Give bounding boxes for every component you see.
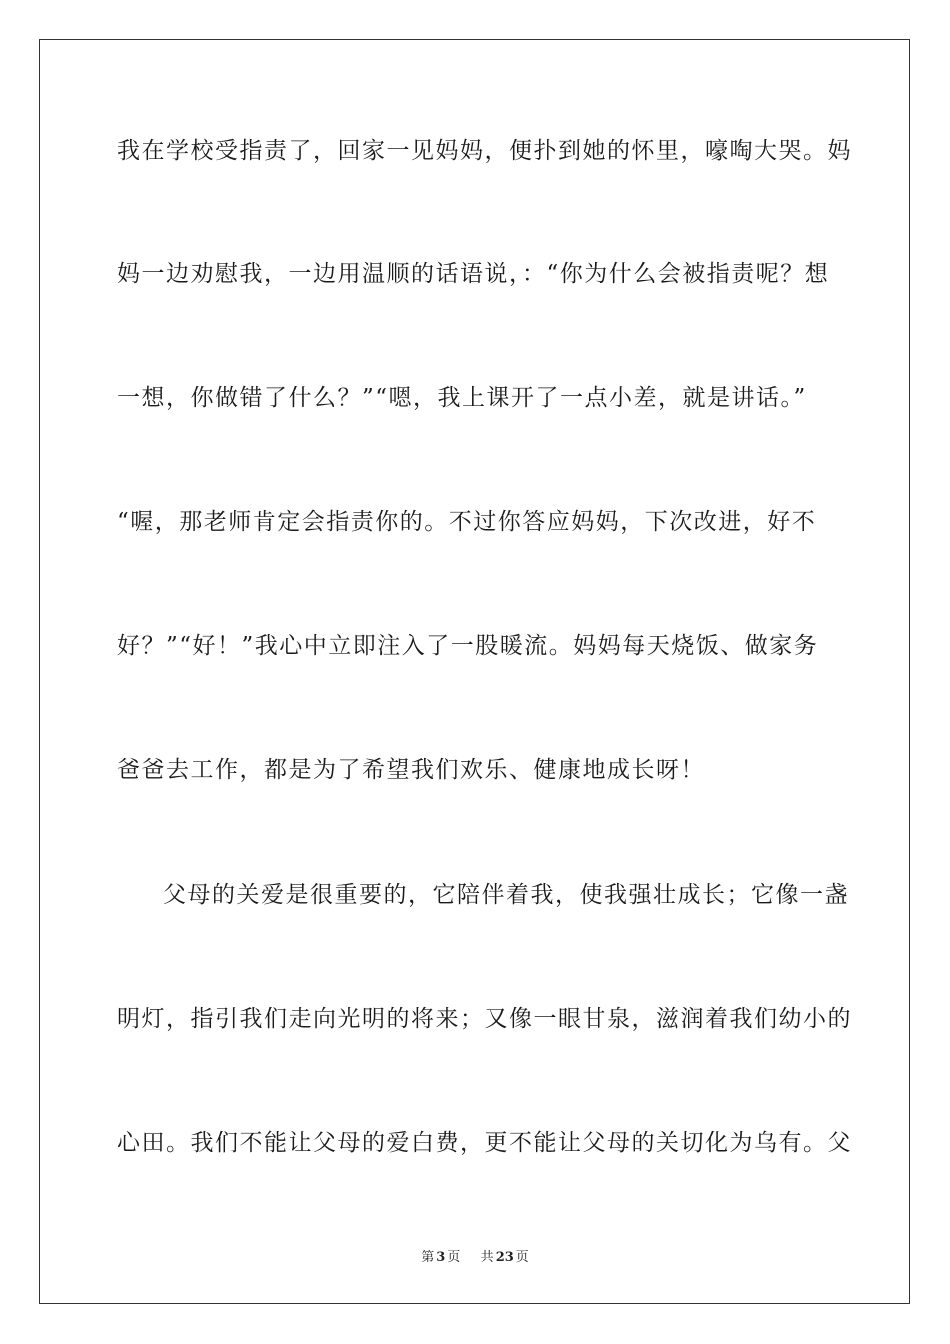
text-line-7: 父母的关爱是很重要的，它陪伴着我，使我强壮成长；它像一盏 — [163, 882, 849, 908]
text-line-5: 好？”“好！”我心中立即注入了一股暖流。妈妈每天烧饭、做家务 — [117, 633, 819, 659]
text-line-8: 明灯，指引我们走向光明的将来；又像一眼甘泉，滋润着我们幼小的 — [117, 1006, 852, 1032]
total-pages-indicator: 共 23 页 — [480, 1250, 529, 1265]
text-line-6: 爸爸去工作，都是为了希望我们欢乐、健康地成长呀！ — [117, 757, 705, 783]
page-frame — [39, 39, 910, 1304]
page-footer — [0, 1246, 950, 1265]
page-indicator: 第 3 页 — [421, 1250, 461, 1265]
current-page-number: 3 — [436, 1250, 446, 1265]
text-line-4: “喔，那老师肯定会指责你的。不过你答应妈妈，下次改进，好不 — [117, 509, 817, 535]
text-line-3: 一想，你做错了什么？”“嗯，我上课开了一点小差，就是讲话。” — [117, 385, 807, 411]
text-line-9: 心田。我们不能让父母的爱白费，更不能让父母的关切化为乌有。父 — [117, 1130, 852, 1156]
total-page-number: 23 — [495, 1250, 514, 1265]
text-line-2: 妈一边劝慰我，一边用温顺的话语说，：“你为什么会被指责呢？想 — [117, 261, 830, 287]
text-line-1: 我在学校受指责了，回家一见妈妈，便扑到她的怀里，嚎啕大哭。妈 — [117, 138, 852, 164]
